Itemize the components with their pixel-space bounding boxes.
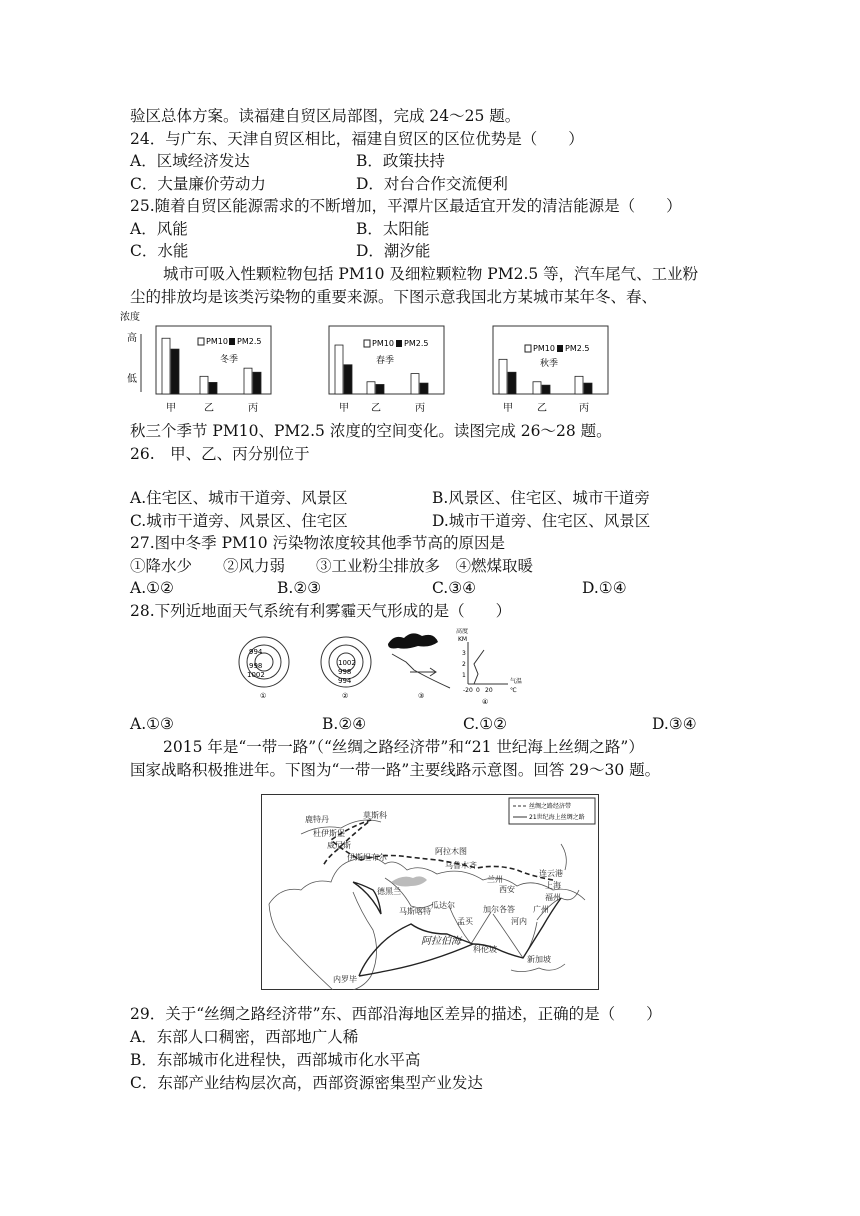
place-label: 广州	[533, 905, 549, 914]
weather-systems-figure	[238, 628, 538, 710]
q25-option-b: B．太阳能	[356, 220, 430, 238]
temperature-curve	[474, 650, 484, 684]
legend-swatch-pm25	[396, 340, 402, 347]
bar-pm25	[584, 383, 592, 394]
q27-option-c: C.③④	[432, 579, 477, 597]
q24-option-c: C．大量廉价劳动力	[130, 175, 266, 193]
place-label: 阿拉木图	[435, 847, 467, 856]
isobar-label: 1002	[247, 671, 265, 679]
place-label: 西安	[499, 885, 515, 894]
q27-items: ①降水少 ②风力弱 ③工业粉尘排放多 ④燃煤取暖	[130, 557, 534, 575]
sea-label: 阿拉伯海	[421, 936, 461, 947]
q24-stem: 24．与广东、天津自贸区相比，福建自贸区的区位优势是（ ）	[130, 130, 584, 148]
q26-option-a: A.住宅区、城市干道旁、风景区	[130, 489, 348, 507]
legend-pm25: PM2.5	[237, 337, 262, 346]
bar-pm10	[575, 376, 583, 394]
weather-fig-1	[239, 637, 289, 700]
legend-swatch-pm25	[229, 338, 235, 345]
place-label: 福州	[545, 893, 561, 902]
place-label: 乌鲁木齐	[445, 861, 477, 870]
bar-pm10	[162, 338, 170, 394]
q28-option-a: A.①③	[130, 715, 174, 733]
category-label: 甲	[166, 403, 176, 414]
cloud-icon	[388, 633, 438, 648]
bar-pm10	[200, 376, 208, 394]
bar-pm25	[376, 384, 384, 394]
q25-option-d: D．潮汐能	[356, 242, 431, 260]
q28-stem: 28.下列近地面天气系统有利雾霾天气形成的是（ ）	[130, 602, 512, 620]
bar-pm25	[171, 349, 179, 394]
isobar-label: 994	[249, 648, 263, 656]
x-tick: -20	[463, 687, 473, 694]
q26-stem: 26. 甲、乙、丙分别位于	[130, 445, 310, 463]
q24-option-d: D．对台合作交流便利	[356, 175, 508, 193]
place-label: 德黑兰	[377, 887, 401, 896]
q25-option-a: A．风能	[130, 220, 188, 238]
weather-fig-2	[321, 637, 371, 700]
q24-option-b: B．政策扶持	[356, 152, 445, 170]
pm-chart-autumn	[493, 326, 608, 414]
legend-swatch-pm10	[525, 345, 531, 352]
fig-number: ②	[342, 692, 349, 700]
legend-swatch-pm10	[364, 340, 370, 347]
place-label: 连云港	[539, 869, 563, 878]
isobar-label: 998	[338, 668, 352, 676]
q25-stem: 25.随着自贸区能源需求的不断增加，平潭片区最适宜开发的清洁能源是（ ）	[130, 197, 682, 215]
category-label: 丙	[415, 403, 425, 414]
place-label: 上海	[545, 881, 561, 890]
chart-title: 秋季	[540, 359, 559, 369]
weather-fig-3-front	[388, 633, 450, 700]
legend-pm10: PM10	[533, 344, 555, 353]
pm-chart-winter	[120, 310, 271, 414]
x-axis-label: 气温	[510, 678, 523, 685]
place-label: 孟买	[457, 917, 473, 926]
bar-pm10	[533, 382, 541, 394]
place-label: 威尼斯	[327, 841, 351, 850]
chart-title: 冬季	[220, 355, 239, 365]
y-axis-label: 浓度	[120, 312, 140, 323]
place-label: 瓜达尔	[431, 901, 455, 910]
q26-option-b: B.风景区、住宅区、城市干道旁	[432, 489, 650, 507]
pm-chart-spring	[329, 326, 444, 414]
bar-pm10	[367, 382, 375, 394]
q25-option-c: C．水能	[130, 242, 189, 260]
q26-option-d: D.城市干道旁、住宅区、风景区	[432, 512, 651, 530]
belt-road-map	[261, 794, 599, 990]
place-label: 兰州	[487, 875, 503, 884]
place-label: 加尔各答	[483, 905, 515, 914]
legend-pm25: PM2.5	[565, 344, 590, 353]
place-label: 新加坡	[527, 955, 551, 964]
y-tick-low: 低	[127, 374, 137, 385]
place-label: 杜伊斯堡	[313, 829, 345, 838]
x-tick: 0	[476, 687, 480, 694]
y-tick: 1	[462, 672, 466, 679]
y-axis-unit: KM	[458, 636, 468, 643]
bar-pm25	[344, 365, 352, 394]
q29-stem: 29．关于“丝绸之路经济带”东、西部沿海地区差异的描述，正确的是（ ）	[130, 1005, 662, 1023]
bar-pm25	[253, 372, 261, 394]
intro-line: 验区总体方案。读福建自贸区局部图，完成 24～25 题。	[130, 107, 521, 125]
silk-passage-line2: 国家战略积极推进年。下图为“一带一路”主要线路示意图。回答 29～30 题。	[130, 761, 661, 779]
bar-pm10	[411, 374, 419, 394]
legend-pm10: PM10	[206, 337, 228, 346]
legend-swatch-pm10	[198, 338, 204, 345]
chart-title: 春季	[376, 356, 395, 366]
y-tick-high: 高	[127, 333, 137, 344]
pm-passage-line2: 尘的排放均是该类污染物的重要来源。下图示意我国北方某城市某年冬、春、	[130, 288, 658, 306]
pm-charts-figure	[118, 308, 658, 420]
place-label: 莫斯科	[363, 811, 387, 820]
bar-pm10	[499, 359, 507, 394]
q27-stem: 27.图中冬季 PM10 污染物浓度较其他季节高的原因是	[130, 534, 506, 552]
silk-passage-line1: 2015 年是“一带一路”（“丝绸之路经济带”和“21 世纪海上丝绸之路”）	[163, 738, 644, 756]
y-tick: 3	[462, 650, 466, 657]
category-label: 乙	[537, 403, 547, 414]
category-label: 甲	[339, 403, 349, 414]
y-tick: 2	[462, 661, 466, 668]
pm-passage-line3: 秋三个季节 PM10、PM2.5 浓度的空间变化。读图完成 26～28 题。	[130, 422, 612, 440]
fig-number: ④	[482, 698, 489, 706]
legend-pm10: PM10	[372, 339, 394, 348]
x-axis-unit: ℃	[510, 687, 517, 694]
bar-pm10	[335, 345, 343, 394]
category-label: 丙	[579, 403, 589, 414]
q28-option-d: D.③④	[652, 715, 697, 733]
place-label: 马斯喀特	[399, 907, 431, 916]
legend-land: 丝绸之路经济带	[529, 803, 572, 810]
fig-number: ③	[418, 692, 425, 700]
y-axis-label: 高度	[456, 628, 469, 635]
weather-fig-4-temperature-profile	[456, 628, 522, 706]
isobar-label: 998	[249, 662, 263, 670]
bar-pm25	[508, 372, 516, 394]
q27-option-a: A.①②	[130, 579, 174, 597]
category-label: 乙	[204, 403, 214, 414]
category-label: 甲	[503, 403, 513, 414]
category-label: 乙	[371, 403, 381, 414]
legend-pm25: PM2.5	[404, 339, 429, 348]
bar-pm25	[420, 383, 428, 394]
bar-pm10	[244, 368, 252, 394]
x-tick: 20	[485, 687, 493, 694]
fig-number: ①	[260, 692, 267, 700]
pm-passage-line1: 城市可吸入性颗粒物包括 PM10 及细粒颗粒物 PM2.5 等，汽车尾气、工业粉	[163, 265, 699, 283]
place-label: 伊斯坦布尔	[347, 853, 387, 862]
q28-option-c: C.①②	[463, 715, 508, 733]
front-line	[392, 654, 450, 688]
q27-option-b: B.②③	[277, 579, 322, 597]
place-label: 科伦坡	[473, 945, 497, 954]
isobar-label: 1002	[338, 659, 356, 667]
q26-option-c: C.城市干道旁、风景区、住宅区	[130, 512, 348, 530]
legend	[509, 798, 595, 824]
q29-option-b: B．东部城市化进程快，西部城市化水平高	[130, 1051, 421, 1069]
legend-swatch-pm25	[557, 345, 563, 352]
q29-option-c: C．东部产业结构层次高，西部资源密集型产业发达	[130, 1074, 483, 1092]
place-label: 内罗毕	[333, 975, 357, 984]
q27-option-d: D.①④	[582, 579, 627, 597]
q29-option-a: A．东部人口稠密，西部地广人稀	[130, 1028, 359, 1046]
isobar-label: 994	[338, 677, 352, 685]
bar-pm25	[542, 385, 550, 394]
bar-pm25	[209, 382, 217, 394]
category-label: 丙	[248, 403, 258, 414]
q28-option-b: B.②④	[322, 715, 367, 733]
place-label: 河内	[511, 917, 527, 926]
q24-option-a: A．区域经济发达	[130, 152, 250, 170]
legend-sea: 21世纪海上丝绸之路	[529, 814, 585, 821]
place-label: 鹿特丹	[305, 815, 329, 824]
